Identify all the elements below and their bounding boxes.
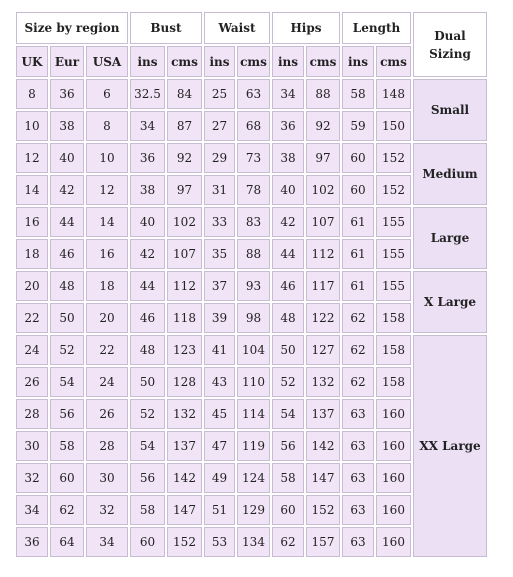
table-cell-waist-ins: 25 [204, 79, 235, 109]
table-cell-bust-ins: 40 [130, 207, 165, 237]
table-cell-hips-ins: 40 [272, 175, 304, 205]
table-cell-bust-ins: 60 [130, 527, 165, 557]
table-cell-length-ins: 60 [342, 143, 374, 173]
table-row [16, 79, 487, 109]
table-cell-length-ins: 63 [342, 527, 374, 557]
table-cell-hips-ins: 34 [272, 79, 304, 109]
table-cell-bust-cms: 128 [167, 367, 202, 397]
table-cell-bust-cms: 147 [167, 495, 202, 525]
table-cell-usa: 30 [86, 463, 128, 493]
table-cell-uk: 14 [16, 175, 48, 205]
table-cell-bust-cms: 142 [167, 463, 202, 493]
table-cell-usa: 24 [86, 367, 128, 397]
table-cell-usa: 12 [86, 175, 128, 205]
header-row [16, 12, 487, 44]
table-cell-uk: 22 [16, 303, 48, 333]
table-cell-bust-ins: 44 [130, 271, 165, 301]
table-cell-usa: 16 [86, 239, 128, 269]
table-cell-hips-cms: 117 [306, 271, 340, 301]
table-cell-uk: 34 [16, 495, 48, 525]
table-row [16, 143, 487, 173]
header-dual-sizing-line1: Dual [434, 28, 466, 43]
table-cell-eur: 38 [50, 111, 84, 141]
header-length: Length [342, 12, 411, 44]
header-dual-sizing-line2: Sizing [429, 46, 471, 61]
table-cell-waist-ins: 39 [204, 303, 235, 333]
table-cell-usa: 28 [86, 431, 128, 461]
table-row [16, 207, 487, 237]
table-cell-eur: 56 [50, 399, 84, 429]
sizing-label: X Large [413, 271, 487, 333]
table-cell-waist-cms: 119 [237, 431, 270, 461]
table-cell-bust-cms: 84 [167, 79, 202, 109]
table-cell-waist-cms: 68 [237, 111, 270, 141]
table-cell-waist-ins: 27 [204, 111, 235, 141]
table-cell-hips-ins: 56 [272, 431, 304, 461]
table-cell-waist-ins: 53 [204, 527, 235, 557]
table-cell-hips-cms: 92 [306, 111, 340, 141]
size-chart-table [14, 10, 489, 559]
table-cell-hips-ins: 52 [272, 367, 304, 397]
table-cell-waist-cms: 88 [237, 239, 270, 269]
table-cell-length-ins: 63 [342, 463, 374, 493]
subheader-bust-cms: cms [167, 46, 202, 77]
table-cell-bust-cms: 112 [167, 271, 202, 301]
table-cell-waist-ins: 35 [204, 239, 235, 269]
table-cell-length-cms: 158 [376, 335, 411, 365]
table-cell-length-ins: 63 [342, 431, 374, 461]
header-waist: Waist [204, 12, 270, 44]
table-cell-bust-ins: 38 [130, 175, 165, 205]
table-cell-usa: 6 [86, 79, 128, 109]
table-cell-waist-cms: 63 [237, 79, 270, 109]
table-cell-length-cms: 158 [376, 303, 411, 333]
table-cell-hips-ins: 50 [272, 335, 304, 365]
sizing-label: Large [413, 207, 487, 269]
table-cell-waist-cms: 124 [237, 463, 270, 493]
table-cell-hips-ins: 46 [272, 271, 304, 301]
table-cell-uk: 20 [16, 271, 48, 301]
table-cell-usa: 22 [86, 335, 128, 365]
table-cell-usa: 14 [86, 207, 128, 237]
table-cell-bust-ins: 32.5 [130, 79, 165, 109]
table-cell-waist-cms: 129 [237, 495, 270, 525]
table-cell-bust-cms: 92 [167, 143, 202, 173]
subheader-usa: USA [86, 46, 128, 77]
table-cell-hips-cms: 88 [306, 79, 340, 109]
table-cell-usa: 34 [86, 527, 128, 557]
subheader-uk: UK [16, 46, 48, 77]
table-cell-length-cms: 160 [376, 527, 411, 557]
table-cell-bust-cms: 107 [167, 239, 202, 269]
subheader-eur: Eur [50, 46, 84, 77]
table-cell-uk: 10 [16, 111, 48, 141]
table-cell-usa: 10 [86, 143, 128, 173]
table-cell-length-ins: 62 [342, 303, 374, 333]
subheader-waist-ins: ins [204, 46, 235, 77]
table-cell-bust-cms: 152 [167, 527, 202, 557]
table-cell-hips-cms: 97 [306, 143, 340, 173]
table-cell-bust-ins: 48 [130, 335, 165, 365]
table-cell-bust-ins: 54 [130, 431, 165, 461]
size-chart [14, 10, 489, 559]
table-cell-usa: 8 [86, 111, 128, 141]
table-cell-waist-ins: 33 [204, 207, 235, 237]
table-cell-length-cms: 152 [376, 143, 411, 173]
sizing-label: Small [413, 79, 487, 141]
table-cell-waist-ins: 37 [204, 271, 235, 301]
table-cell-waist-cms: 93 [237, 271, 270, 301]
subheader-bust-ins: ins [130, 46, 165, 77]
table-cell-waist-cms: 110 [237, 367, 270, 397]
table-cell-length-ins: 62 [342, 367, 374, 397]
table-cell-waist-ins: 29 [204, 143, 235, 173]
table-cell-eur: 50 [50, 303, 84, 333]
table-cell-length-cms: 155 [376, 207, 411, 237]
table-cell-waist-cms: 104 [237, 335, 270, 365]
table-row [16, 271, 487, 301]
table-cell-length-cms: 152 [376, 175, 411, 205]
table-cell-bust-cms: 87 [167, 111, 202, 141]
table-cell-waist-ins: 47 [204, 431, 235, 461]
table-cell-eur: 36 [50, 79, 84, 109]
table-cell-bust-ins: 50 [130, 367, 165, 397]
table-cell-length-ins: 63 [342, 495, 374, 525]
header-hips: Hips [272, 12, 340, 44]
table-cell-uk: 32 [16, 463, 48, 493]
table-cell-length-ins: 59 [342, 111, 374, 141]
table-cell-hips-cms: 142 [306, 431, 340, 461]
table-cell-bust-ins: 52 [130, 399, 165, 429]
table-cell-waist-ins: 31 [204, 175, 235, 205]
table-cell-bust-cms: 97 [167, 175, 202, 205]
table-cell-bust-cms: 132 [167, 399, 202, 429]
table-cell-waist-cms: 73 [237, 143, 270, 173]
table-cell-hips-cms: 102 [306, 175, 340, 205]
table-cell-hips-ins: 60 [272, 495, 304, 525]
table-cell-length-cms: 158 [376, 367, 411, 397]
table-cell-waist-ins: 43 [204, 367, 235, 397]
table-cell-usa: 32 [86, 495, 128, 525]
table-cell-hips-ins: 44 [272, 239, 304, 269]
table-cell-waist-ins: 49 [204, 463, 235, 493]
table-cell-eur: 46 [50, 239, 84, 269]
size-chart-body [16, 79, 487, 557]
header-size-by-region: Size by region [16, 12, 128, 44]
table-cell-bust-cms: 118 [167, 303, 202, 333]
table-cell-length-ins: 58 [342, 79, 374, 109]
table-cell-hips-cms: 112 [306, 239, 340, 269]
table-cell-hips-cms: 157 [306, 527, 340, 557]
table-cell-length-ins: 61 [342, 239, 374, 269]
table-cell-eur: 52 [50, 335, 84, 365]
table-cell-hips-ins: 48 [272, 303, 304, 333]
subheader-hips-ins: ins [272, 46, 304, 77]
table-cell-waist-cms: 98 [237, 303, 270, 333]
table-cell-uk: 8 [16, 79, 48, 109]
subheader-length-ins: ins [342, 46, 374, 77]
table-cell-usa: 26 [86, 399, 128, 429]
table-cell-eur: 60 [50, 463, 84, 493]
table-cell-usa: 20 [86, 303, 128, 333]
sizing-label: Medium [413, 143, 487, 205]
table-cell-eur: 48 [50, 271, 84, 301]
table-cell-eur: 42 [50, 175, 84, 205]
header-dual-sizing [413, 12, 487, 77]
table-cell-waist-ins: 51 [204, 495, 235, 525]
table-cell-hips-cms: 137 [306, 399, 340, 429]
table-cell-hips-ins: 42 [272, 207, 304, 237]
table-cell-bust-ins: 42 [130, 239, 165, 269]
table-cell-uk: 36 [16, 527, 48, 557]
table-cell-waist-cms: 134 [237, 527, 270, 557]
table-cell-uk: 18 [16, 239, 48, 269]
table-cell-bust-ins: 36 [130, 143, 165, 173]
table-cell-bust-cms: 102 [167, 207, 202, 237]
table-cell-bust-ins: 56 [130, 463, 165, 493]
table-cell-length-cms: 160 [376, 495, 411, 525]
table-cell-eur: 64 [50, 527, 84, 557]
table-cell-length-cms: 160 [376, 463, 411, 493]
table-cell-bust-cms: 137 [167, 431, 202, 461]
table-cell-hips-ins: 62 [272, 527, 304, 557]
subheader-hips-cms: cms [306, 46, 340, 77]
table-cell-uk: 28 [16, 399, 48, 429]
table-cell-length-cms: 155 [376, 239, 411, 269]
table-cell-length-ins: 60 [342, 175, 374, 205]
table-cell-uk: 24 [16, 335, 48, 365]
table-cell-bust-ins: 58 [130, 495, 165, 525]
table-cell-length-ins: 61 [342, 207, 374, 237]
table-cell-length-cms: 160 [376, 431, 411, 461]
table-cell-uk: 30 [16, 431, 48, 461]
table-cell-eur: 40 [50, 143, 84, 173]
table-cell-bust-cms: 123 [167, 335, 202, 365]
table-cell-eur: 62 [50, 495, 84, 525]
table-cell-eur: 44 [50, 207, 84, 237]
table-cell-hips-ins: 54 [272, 399, 304, 429]
header-bust: Bust [130, 12, 202, 44]
table-cell-length-cms: 160 [376, 399, 411, 429]
table-cell-hips-ins: 58 [272, 463, 304, 493]
table-cell-length-cms: 155 [376, 271, 411, 301]
table-cell-waist-ins: 45 [204, 399, 235, 429]
table-cell-waist-cms: 78 [237, 175, 270, 205]
table-cell-usa: 18 [86, 271, 128, 301]
table-cell-hips-cms: 152 [306, 495, 340, 525]
table-cell-waist-ins: 41 [204, 335, 235, 365]
table-cell-hips-cms: 147 [306, 463, 340, 493]
table-cell-length-ins: 63 [342, 399, 374, 429]
table-cell-hips-cms: 122 [306, 303, 340, 333]
table-cell-length-cms: 148 [376, 79, 411, 109]
table-cell-length-ins: 61 [342, 271, 374, 301]
table-cell-hips-cms: 127 [306, 335, 340, 365]
table-cell-hips-ins: 38 [272, 143, 304, 173]
table-cell-length-ins: 62 [342, 335, 374, 365]
table-cell-bust-ins: 34 [130, 111, 165, 141]
table-cell-waist-cms: 83 [237, 207, 270, 237]
subheader-length-cms: cms [376, 46, 411, 77]
table-cell-hips-ins: 36 [272, 111, 304, 141]
table-cell-hips-cms: 107 [306, 207, 340, 237]
table-cell-uk: 12 [16, 143, 48, 173]
table-cell-hips-cms: 132 [306, 367, 340, 397]
table-cell-waist-cms: 114 [237, 399, 270, 429]
sizing-label: XX Large [413, 335, 487, 557]
table-cell-length-cms: 150 [376, 111, 411, 141]
table-cell-uk: 16 [16, 207, 48, 237]
table-cell-bust-ins: 46 [130, 303, 165, 333]
table-cell-eur: 58 [50, 431, 84, 461]
subheader-waist-cms: cms [237, 46, 270, 77]
table-cell-eur: 54 [50, 367, 84, 397]
table-row [16, 335, 487, 365]
table-cell-uk: 26 [16, 367, 48, 397]
